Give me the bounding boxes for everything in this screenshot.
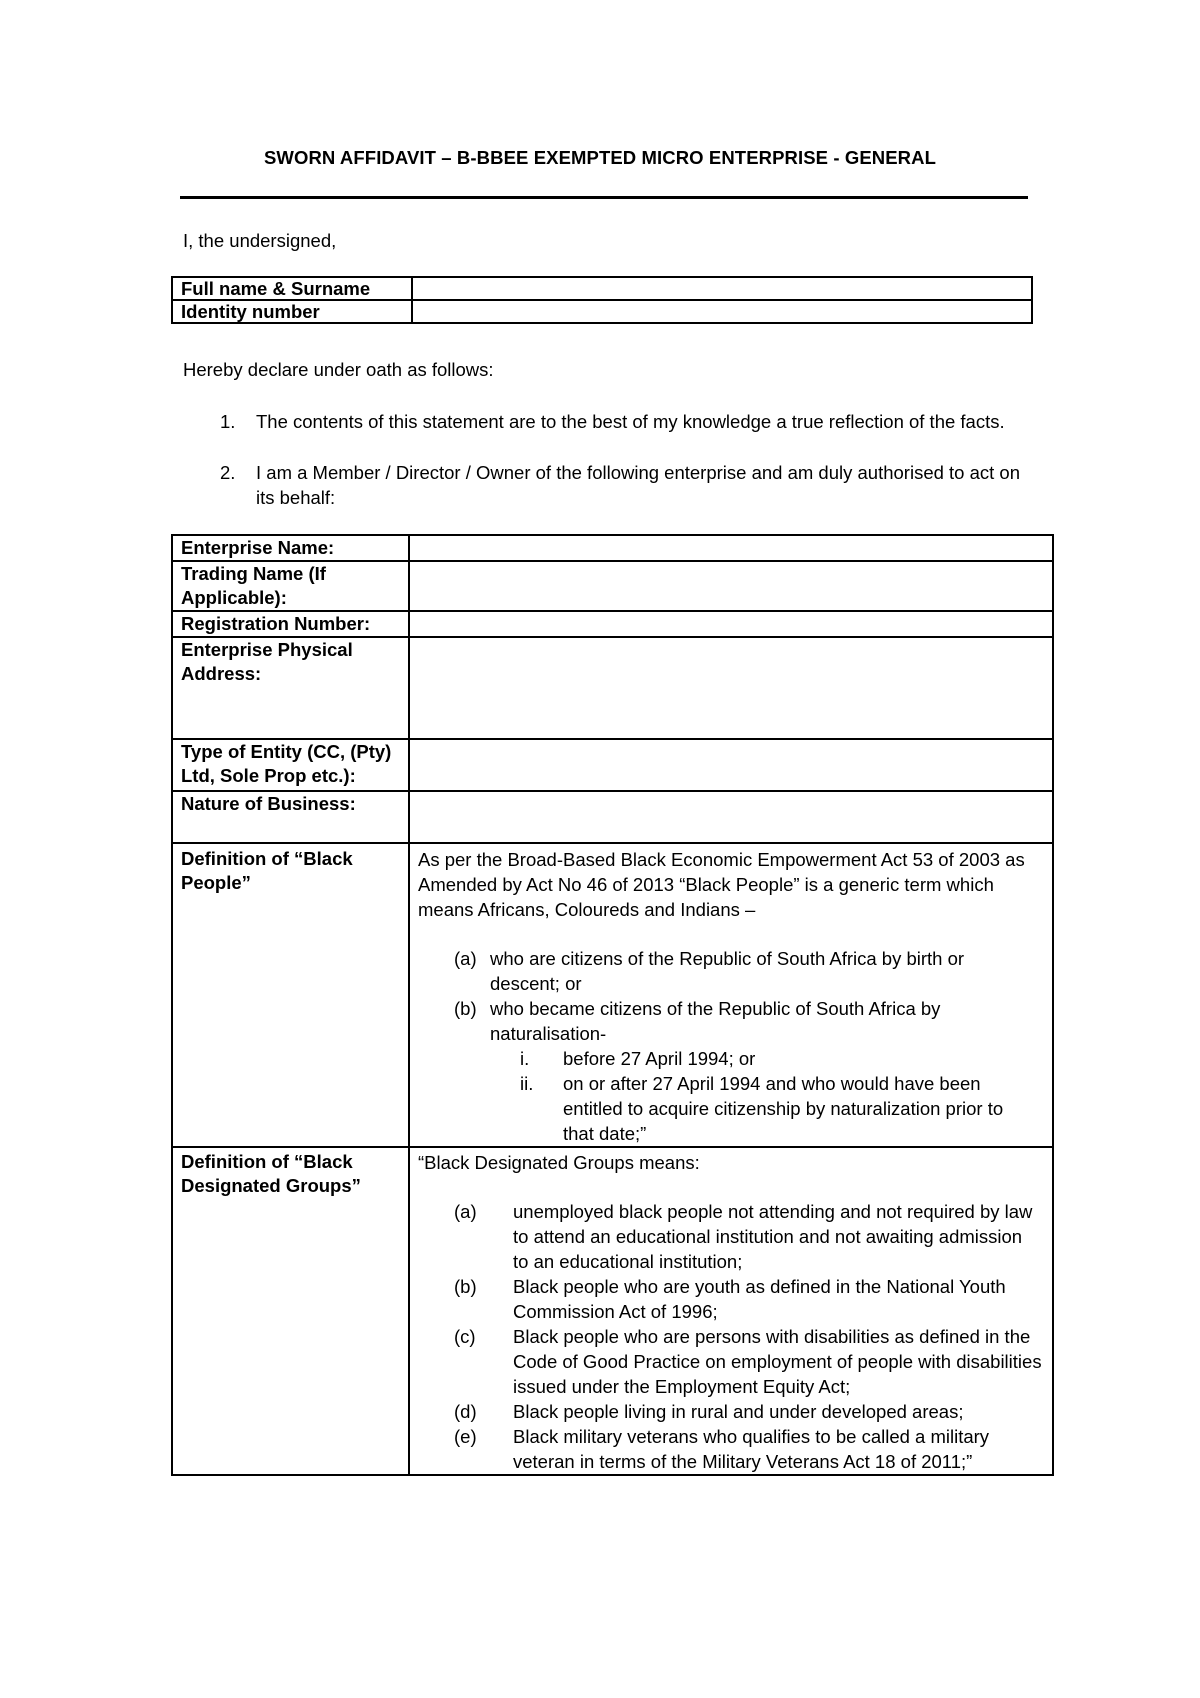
nature-of-business-label: Nature of Business: [172, 791, 409, 843]
black-people-label: Definition of “Black People” [172, 843, 409, 1147]
item-marker: (a) [454, 948, 477, 969]
item-text: Black people living in rural and under developed areas; [513, 1401, 964, 1422]
table-row [172, 1147, 1053, 1475]
table-row [172, 535, 1053, 561]
entity-type-field[interactable] [409, 739, 1053, 791]
black-people-intro: As per the Broad-Based Black Economic Empowerment Act 53 of 2003 as Amended by Act No 46 of 2013 “Black People” is a generic term which means Africans, Coloureds and Indians – [418, 849, 1025, 920]
identity-number-field[interactable] [412, 300, 1032, 323]
enterprise-name-field[interactable] [409, 535, 1053, 561]
identity-table [171, 276, 1033, 324]
trading-name-field[interactable] [409, 561, 1053, 611]
table-row [172, 277, 1032, 300]
list-item [418, 946, 1038, 996]
item-text: Black people who are persons with disabilities as defined in the Code of Good Practice on employment of people with disabilities issued under the Employment Equity Act; [513, 1326, 1042, 1397]
table-row [172, 791, 1053, 843]
item-text: unemployed black people not attending and not required by law to attend an educational institution and not awaiting admission to an educational institution; [513, 1201, 1033, 1272]
item-marker: (b) [454, 1276, 477, 1297]
designated-groups-intro: “Black Designated Groups means: [418, 1152, 700, 1173]
list-item [418, 1046, 1038, 1071]
list-item [418, 1324, 1042, 1399]
page-title: SWORN AFFIDAVIT – B-BBEE EXEMPTED MICRO ENTERPRISE - GENERAL [263, 147, 937, 168]
declare-text: Hereby declare under oath as follows: [183, 359, 494, 380]
item-marker: i. [520, 1048, 530, 1069]
item-number: 2. [220, 462, 236, 483]
item-marker: (d) [454, 1401, 477, 1422]
item-marker: (b) [454, 998, 477, 1019]
list-item [418, 1274, 1042, 1324]
item-marker: (e) [454, 1426, 477, 1447]
item-text: on or after 27 April 1994 and who would have been entitled to acquire citizenship by naturalization prior to that date;” [563, 1073, 1004, 1144]
full-name-label: Full name & Surname [172, 277, 412, 300]
enterprise-name-label: Enterprise Name: [172, 535, 409, 561]
intro-text: I, the undersigned, [183, 230, 337, 251]
list-item [418, 1071, 1038, 1146]
item-number: 1. [220, 411, 236, 432]
registration-number-field[interactable] [409, 611, 1053, 637]
list-item [220, 460, 1020, 512]
physical-address-label: Enterprise Physical Address: [172, 637, 409, 739]
list-item [418, 996, 1038, 1046]
item-text: who became citizens of the Republic of South Africa by naturalisation- [490, 998, 941, 1044]
enterprise-table [171, 534, 1054, 1476]
table-row [172, 611, 1053, 637]
item-text: The contents of this statement are to the best of my knowledge a true reflection of the facts. [256, 411, 1005, 432]
nature-of-business-field[interactable] [409, 791, 1053, 843]
title-divider [180, 196, 1028, 199]
trading-name-label: Trading Name (If Applicable): [172, 561, 409, 611]
table-row [172, 300, 1032, 323]
list-item [418, 1424, 1042, 1474]
full-name-field[interactable] [412, 277, 1032, 300]
item-text-cont: its behalf: [256, 487, 336, 508]
registration-number-label: Registration Number: [172, 611, 409, 637]
item-marker: (c) [454, 1326, 476, 1347]
item-marker: (a) [454, 1201, 477, 1222]
item-text: Black military veterans who qualifies to be called a military veteran in terms of the Military Veterans Act 18 of 2011;” [513, 1426, 990, 1472]
item-text: Black people who are youth as defined in the National Youth Commission Act of 1996; [513, 1276, 1006, 1322]
physical-address-field[interactable] [409, 637, 1053, 739]
table-row [172, 843, 1053, 1147]
item-marker: ii. [520, 1073, 534, 1094]
entity-type-label: Type of Entity (CC, (Pty) Ltd, Sole Prop etc.): [172, 739, 409, 791]
item-text: who are citizens of the Republic of South Africa by birth or descent; or [490, 948, 965, 994]
item-text: before 27 April 1994; or [563, 1048, 756, 1069]
designated-groups-label: Definition of “Black Designated Groups” [172, 1147, 409, 1475]
identity-number-label: Identity number [172, 300, 412, 323]
list-item [418, 1199, 1042, 1274]
list-item [418, 1399, 1042, 1424]
table-row [172, 637, 1053, 739]
table-row [172, 561, 1053, 611]
designated-groups-definition [409, 1147, 1053, 1475]
table-row [172, 739, 1053, 791]
item-text: I am a Member / Director / Owner of the following enterprise and am duly authorised to act on [256, 462, 1021, 483]
black-people-definition [409, 843, 1053, 1147]
